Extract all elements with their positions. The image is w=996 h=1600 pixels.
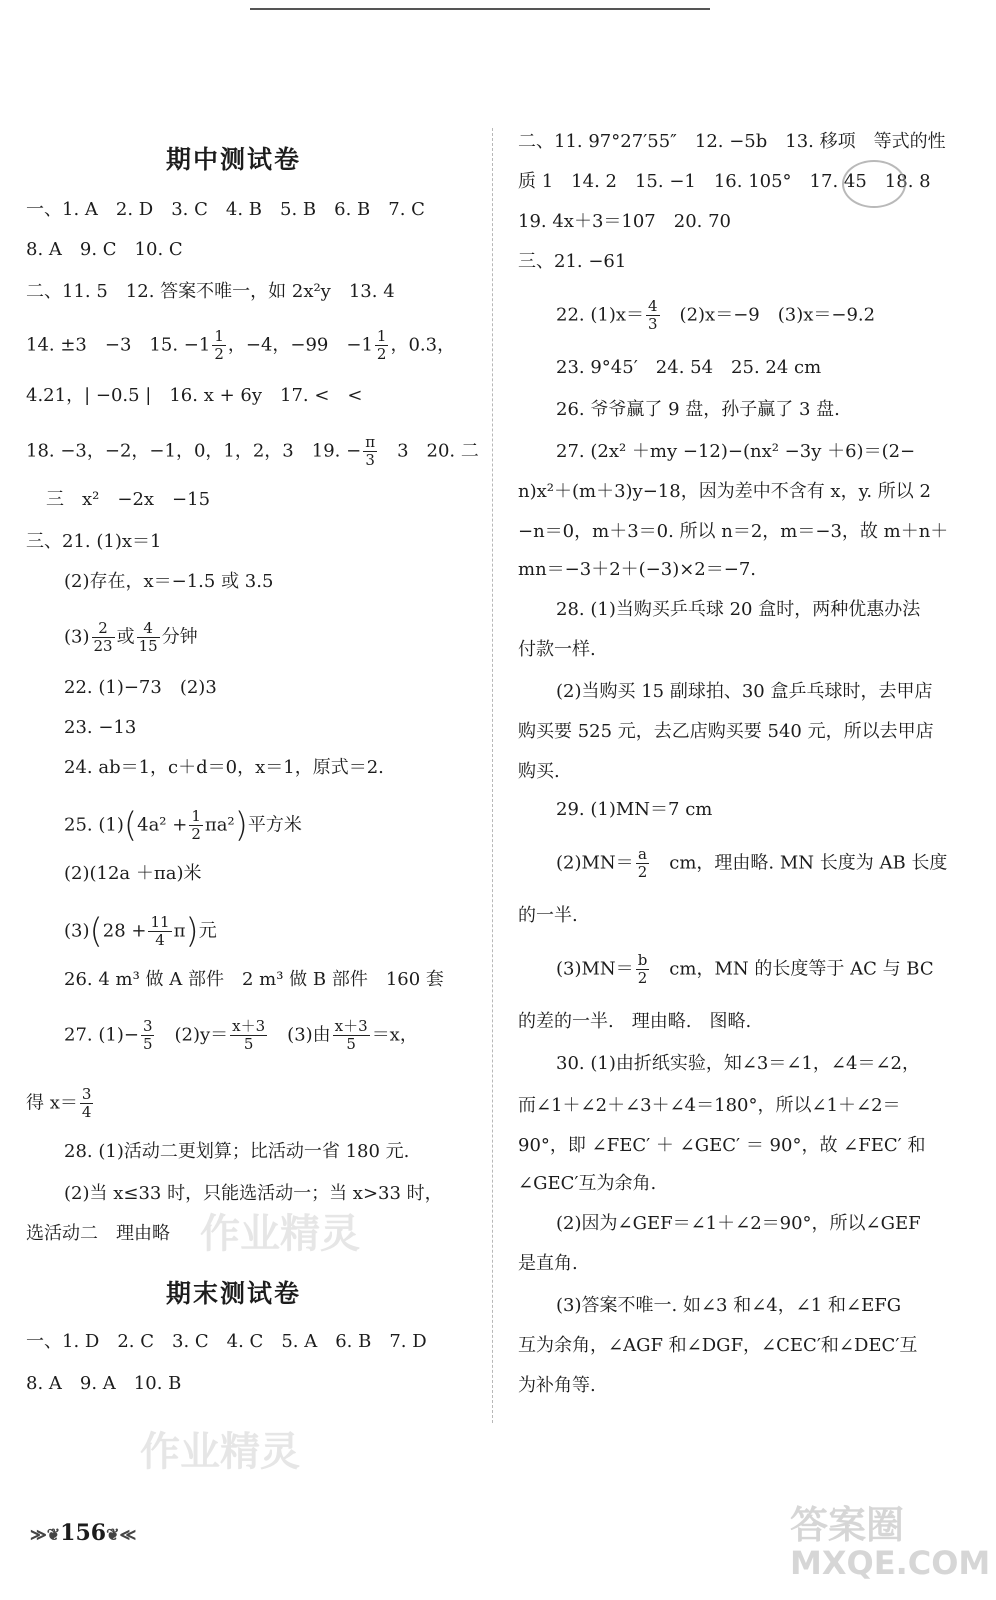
denominator: 2 xyxy=(191,825,201,843)
watermark-logo: 作业精灵 xyxy=(140,1429,300,1475)
denominator: 3 xyxy=(365,451,375,469)
section-title-final: 期末测试卷 xyxy=(166,1279,302,1308)
answer-line: (2)(12a ＋πa)米 xyxy=(64,863,202,884)
fraction xyxy=(230,1018,267,1053)
numerator: 4 xyxy=(648,297,658,315)
answer-line: 购买. xyxy=(518,761,560,782)
watermark-logo: MXQE.COM xyxy=(790,1544,991,1582)
denominator: 2 xyxy=(376,345,387,363)
top-rule xyxy=(250,8,710,10)
denominator: 15 xyxy=(138,637,158,655)
answer-line: 19. 4x＋3＝107 20. 70 xyxy=(518,211,732,232)
text-segment: (3)MN＝ xyxy=(556,958,634,980)
text-segment: π xyxy=(173,920,186,942)
answer-line: ∠GEC′互为余角. xyxy=(518,1173,657,1194)
numerator: b xyxy=(637,951,648,969)
denominator: 4 xyxy=(81,1103,92,1121)
answer-line: 29. (1)MN＝7 cm xyxy=(556,799,713,820)
answer-line: 的差的一半. 理由略. 图略. xyxy=(518,1011,752,1032)
answer-line: 三、21. (1)x＝1 xyxy=(26,531,162,552)
numerator: a xyxy=(636,846,650,864)
fraction xyxy=(148,914,171,949)
text-segment: 27. (1)− xyxy=(64,1024,139,1046)
numerator: 4 xyxy=(137,620,160,638)
text-segment: 或 xyxy=(116,626,135,648)
answer-line: 26. 4 m³ 做 A 部件 2 m³ 做 B 部件 160 套 xyxy=(64,969,444,990)
text-segment: 4a² + xyxy=(137,814,188,836)
answer-line: 30. (1)由折纸实验，知∠3＝∠1，∠4＝∠2， xyxy=(556,1053,920,1074)
answer-line: 三、21. −61 xyxy=(518,251,627,272)
answer-line: 而∠1＋∠2＋∠3＋∠4＝180°，所以∠1＋∠2＝ xyxy=(518,1095,901,1116)
numerator: x＋3 xyxy=(232,1017,266,1035)
numerator: 1 xyxy=(376,327,387,345)
text-segment: 14. ±3 −3 15. −1 xyxy=(26,334,211,356)
section-title-midterm: 期中测试卷 xyxy=(166,145,302,174)
text-segment: cm，MN 的长度等于 AC 与 BC xyxy=(669,958,934,980)
denominator: 4 xyxy=(155,931,165,949)
answer-line: 8. A 9. A 10. B xyxy=(26,1373,182,1394)
text-segment: 平方米 xyxy=(247,814,302,836)
denominator: 3 xyxy=(648,315,658,333)
fraction xyxy=(363,434,377,469)
text-segment: 28 + xyxy=(102,920,147,942)
ornament-left-icon: ≫❦ xyxy=(30,1525,61,1544)
answer-line xyxy=(26,1086,95,1121)
answer-line xyxy=(64,911,217,952)
answer-line xyxy=(556,952,934,987)
answer-line xyxy=(556,298,875,333)
answer-line xyxy=(26,328,455,363)
text-segment: 元 xyxy=(198,920,217,942)
text-segment: (2)MN＝ xyxy=(556,852,634,874)
answer-line: 4.21，| −0.5 | 16. x + 6y 17. < < xyxy=(26,385,363,406)
text-segment: (2)y＝ xyxy=(174,1024,229,1046)
right-paren: ) xyxy=(185,911,199,952)
numerator: 1 xyxy=(214,327,224,345)
fraction xyxy=(375,328,389,363)
answer-line: 一、1. D 2. C 3. C 4. C 5. A 6. B 7. D xyxy=(26,1331,427,1352)
fraction xyxy=(189,808,203,843)
denominator: 23 xyxy=(93,637,113,655)
answer-line: 质 1 14. 2 15. −1 16. 105° 17. 45 18. 8 xyxy=(518,171,931,192)
answer-line: 一、1. A 2. D 3. C 4. B 5. B 6. B 7. C xyxy=(26,199,425,220)
fraction xyxy=(333,1018,370,1053)
answer-line: −n＝0，m＋3＝0. 所以 n＝2，m＝−3，故 m＋n＋ xyxy=(518,521,949,542)
denominator: 2 xyxy=(637,863,648,881)
answer-line: 22. (1)−73 (2)3 xyxy=(64,677,217,698)
answer-line: 的一半. xyxy=(518,905,578,926)
text-segment: 得 x＝ xyxy=(26,1092,78,1114)
text-segment: ，−4，−99 −1 xyxy=(227,334,373,356)
answer-line: 选活动二 理由略 xyxy=(26,1223,170,1244)
fraction xyxy=(646,298,660,333)
numerator: 3 xyxy=(81,1085,92,1103)
fraction xyxy=(212,328,226,363)
answer-line xyxy=(26,434,479,469)
denominator: 2 xyxy=(637,969,648,987)
fraction xyxy=(80,1086,94,1121)
answer-line: n)x²＋(m＋3)y−18，因为差中不含有 x，y. 所以 2 xyxy=(518,481,931,502)
page-number xyxy=(30,1520,136,1546)
right-paren: ) xyxy=(234,805,248,846)
text-segment: (3)由 xyxy=(287,1024,331,1046)
answer-line: 28. (1)当购买乒乓球 20 盒时，两种优惠办法 xyxy=(556,599,921,620)
watermark-logo: 作业精灵 xyxy=(200,1211,360,1257)
denominator: 5 xyxy=(243,1035,254,1053)
text-segment: 18. −3，−2，−1，0，1，2，3 19. − xyxy=(26,440,362,462)
fraction xyxy=(141,1018,155,1053)
left-paren: ( xyxy=(123,805,138,846)
answer-line: 付款一样. xyxy=(518,639,596,660)
answer-line: 是直角. xyxy=(518,1253,578,1274)
denominator: 2 xyxy=(214,345,224,363)
text-segment: 3 20. 二 xyxy=(397,440,479,462)
column-divider xyxy=(492,128,493,1423)
text-segment: (3) xyxy=(64,920,90,942)
numerator: 3 xyxy=(142,1017,153,1035)
text-segment: 分钟 xyxy=(161,626,198,648)
page-number-text: 156 xyxy=(60,1520,107,1546)
answer-line xyxy=(556,846,947,881)
answer-line: (3)答案不唯一. 如∠3 和∠4，∠1 和∠EFG xyxy=(556,1295,902,1316)
numerator: 2 xyxy=(92,620,115,638)
answer-line: 三 x² −2x −15 xyxy=(46,489,211,510)
answer-line xyxy=(64,805,302,846)
fraction xyxy=(636,846,650,881)
answer-line: 二、11. 97°27′55″ 12. −5b 13. 移项 等式的性 xyxy=(518,131,946,152)
numerator: 11 xyxy=(150,913,170,931)
text-segment: cm，理由略. MN 长度为 AB 长度 xyxy=(669,852,948,874)
answer-line: (2)当购买 15 副球拍、30 盒乒乓球时，去甲店 xyxy=(556,681,933,702)
text-segment: 25. (1) xyxy=(64,814,124,836)
answer-line: 23. 9°45′ 24. 54 25. 24 cm xyxy=(556,357,822,378)
answer-line: 26. 爷爷赢了 9 盘，孙子赢了 3 盘. xyxy=(556,399,840,420)
answer-line: (2)存在，x＝−1.5 或 3.5 xyxy=(64,571,274,592)
answer-line: (2)当 x≤33 时，只能选活动一；当 x>33 时， xyxy=(64,1183,443,1204)
fraction xyxy=(92,620,115,655)
text-segment: (2)x＝−9 (3)x＝−9.2 xyxy=(679,304,876,326)
answer-line: 23. −13 xyxy=(64,717,137,738)
text-segment: ，0.3， xyxy=(390,334,456,356)
answer-line: 二、11. 5 12. 答案不唯一，如 2x²y 13. 4 xyxy=(26,281,395,302)
answer-line xyxy=(64,1018,418,1053)
answer-line: mn＝−3＋2＋(−3)×2＝−7. xyxy=(518,559,757,580)
answer-line: 8. A 9. C 10. C xyxy=(26,239,183,260)
numerator: x＋3 xyxy=(334,1017,368,1035)
answer-line: (2)因为∠GEF＝∠1＋∠2＝90°，所以∠GEF xyxy=(556,1213,921,1234)
stamp-icon xyxy=(842,160,906,208)
text-segment: (3) xyxy=(64,626,90,648)
denominator: 5 xyxy=(346,1035,356,1053)
answer-line: 购买要 525 元，去乙店购买要 540 元，所以去甲店 xyxy=(518,721,934,742)
answer-line: 27. (2x² ＋my −12)−(nx² −3y ＋6)＝(2− xyxy=(556,441,916,462)
answer-line: 24. ab＝1，c＋d＝0，x＝1，原式＝2. xyxy=(64,757,384,778)
watermark-logo: 答案圈 xyxy=(790,1503,905,1547)
answer-line: 90°，即 ∠FEC′ ＋ ∠GEC′ ＝ 90°，故 ∠FEC′ 和 xyxy=(518,1135,926,1156)
answer-line: 为补角等. xyxy=(518,1375,596,1396)
numerator: π xyxy=(365,433,376,451)
ornament-right-icon: ❦≪ xyxy=(106,1525,137,1544)
left-paren: ( xyxy=(89,911,103,952)
answer-line xyxy=(64,620,198,655)
numerator: 1 xyxy=(191,807,201,825)
fraction xyxy=(636,952,650,987)
text-segment: πa² xyxy=(204,814,235,836)
denominator: 5 xyxy=(142,1035,153,1053)
answer-line: 28. (1)活动二更划算；比活动一省 180 元. xyxy=(64,1141,410,1162)
text-segment: 22. (1)x＝ xyxy=(556,304,644,326)
answer-line: 互为余角，∠AGF 和∠DGF，∠CEC′和∠DEC′互 xyxy=(518,1335,918,1356)
fraction xyxy=(137,620,160,655)
text-segment: ＝x， xyxy=(371,1024,418,1046)
